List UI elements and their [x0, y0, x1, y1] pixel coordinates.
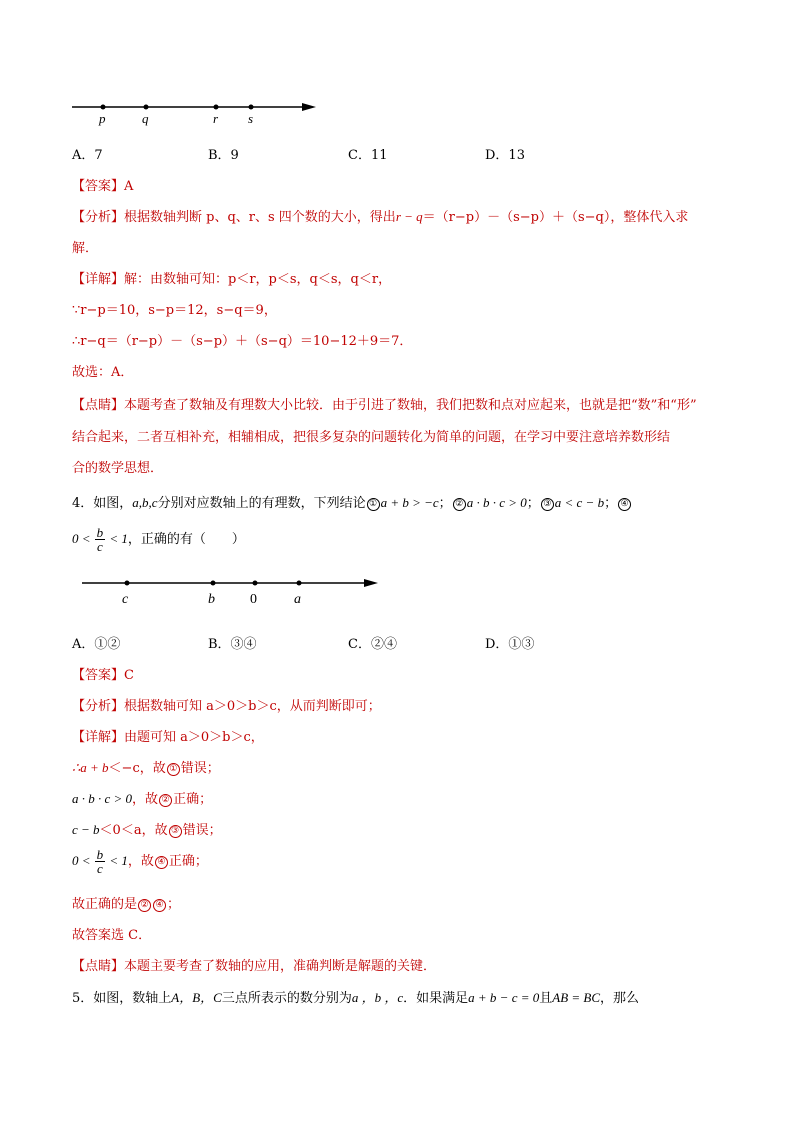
point-p [101, 105, 106, 110]
point-a [297, 581, 302, 586]
q3-detail-line3: ∴r−q＝（r−p）－（s−p）＋（s−q）＝10−12＋9＝7． [72, 334, 413, 349]
q4-answer: 【答案】C [72, 668, 134, 683]
label-p: p [99, 111, 106, 126]
q4-detail-line7: 故答案选 C． [72, 928, 152, 943]
q4-option-c: C．②④ [348, 637, 397, 652]
q4-option-a: A．①② [72, 637, 121, 652]
label-q: q [142, 111, 149, 126]
q4-comment: 【点睛】本题主要考查了数轴的应用，准确判断是解题的关键． [72, 959, 437, 974]
q4-stem-line1: 4．如图，a,b,c分别对应数轴上的有理数，下列结论 ① a + b > −c； ② a · b · c > 0； ③ a < c − b； ④ [72, 492, 632, 511]
q3-option-b: B．9 [208, 148, 239, 163]
q3-detail-line2: ∵r−p＝10，s−p＝12，s−q＝9， [72, 303, 277, 318]
q3-answer: 【答案】A [72, 179, 134, 194]
q3-detail-line1: 【详解】解：由数轴可知：p＜r，p＜s，q＜s，q＜r， [72, 272, 392, 287]
q4-analysis: 【分析】根据数轴可知 a＞0＞b＞c，从而判断即可； [72, 699, 381, 714]
q4-detail-line2: ∴a + b＜−c，故 ① 错误； [72, 760, 220, 776]
q3-option-c: C．11 [348, 148, 388, 163]
point-c [125, 581, 130, 586]
q4-detail-line3: a · b · c > 0，故 ② 正确； [72, 791, 213, 807]
q5-stem: 5．如图，数轴上A，B，C三点所表示的数分别为a ，b ，c．如果满足a + b − c = 0且AB = BC，那么 [72, 990, 640, 1006]
fraction-b-over-c-detail: $\frac{b}{c}$ [96, 847, 104, 876]
point-q [144, 105, 149, 110]
point-r [214, 105, 219, 110]
fraction-b-over-c: $\frac{b}{c}$ [96, 525, 104, 554]
q4-option-d: D．①③ [485, 637, 535, 652]
q3-option-a: A．7 [72, 148, 103, 163]
number-line-cb0a [80, 572, 390, 610]
q3-comment-line3: 合的数学思想． [72, 461, 164, 476]
q3-comment-line2: 结合起来，二者互相补充，相辅相成，把很多复杂的问题转化为简单的问题，在学习中要注意培养数形结 [72, 430, 671, 445]
label-0: 0 [250, 592, 257, 607]
q3-detail-line4: 故选：A． [72, 365, 134, 380]
q3-analysis-line1: 【分析】根据数轴判断 p、q、r、s 四个数的大小，得出r − q＝（r−p）－（s−p）＋（s−q），整体代入求 [72, 209, 689, 225]
label-b: b [208, 592, 215, 607]
q4-detail-line4: c − b＜0＜a，故 ③ 错误； [72, 822, 222, 838]
q4-detail-line1: 【详解】由题可知 a＞0＞b＞c， [72, 730, 264, 745]
label-r: r [213, 111, 219, 126]
label-s: s [248, 111, 254, 126]
q4-stem-line2: 0 < $\frac{b}{c}$ < 1，正确的有（ ） [72, 525, 245, 554]
point-0 [253, 581, 258, 586]
q4-detail-line6: 故正确的是 ② ④ ； [72, 897, 181, 912]
q4-detail-line5: 0 < $\frac{b}{c}$ < 1，故 ④ 正确； [72, 847, 208, 876]
label-a: a [294, 592, 301, 607]
label-c: c [122, 592, 129, 607]
point-b [211, 581, 216, 586]
point-s [249, 105, 254, 110]
number-line-pqrs [70, 96, 330, 130]
q3-comment-line1: 【点睛】本题考查了数轴及有理数大小比较．由于引进了数轴，我们把数和点对应起来，也就是把“数”和“形” [72, 398, 697, 413]
q4-option-b: B．③④ [208, 637, 257, 652]
q3-option-d: D．13 [485, 148, 525, 163]
q3-analysis-line2: 解． [72, 241, 99, 256]
